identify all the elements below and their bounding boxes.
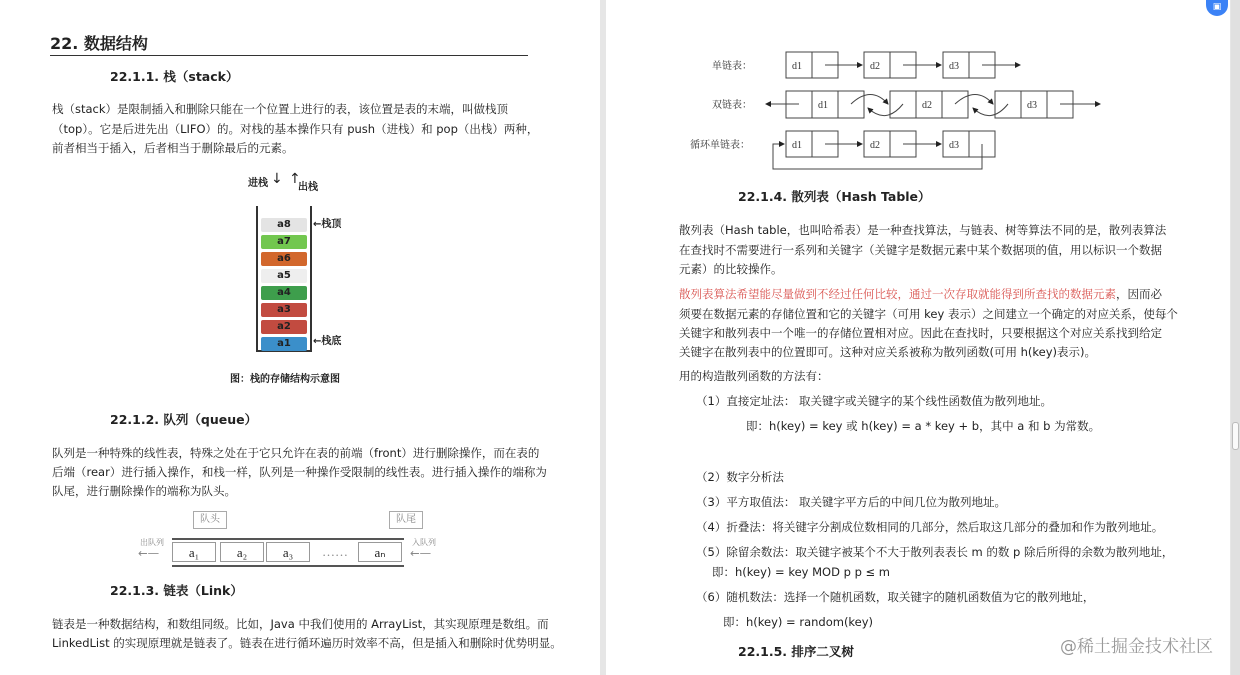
node-label: d2 — [870, 61, 880, 72]
text-line: 后端（rear）进行插入操作，和栈一样，队列是一种操作受限制的线性表。进行插入操作的端称为 — [52, 465, 547, 479]
stack-cell: a5 — [261, 269, 307, 283]
queue-cell: …… — [322, 544, 348, 559]
arrow-down-icon: ↓ — [271, 171, 283, 187]
arrow-left-icon: ←— — [138, 546, 160, 560]
scrollbar-thumb[interactable] — [1232, 422, 1239, 450]
chapter-title: 22. 数据结构 — [50, 34, 148, 53]
method-item: （4）折叠法：将关键字分割成位数相同的几部分，然后取这几部分的叠加和作为散列地址。 — [696, 520, 1164, 534]
node-label: d1 — [792, 140, 802, 151]
single-list-label: 单链表： — [712, 61, 752, 72]
circular-list-label: 循环单链表： — [690, 140, 750, 151]
section-heading: 22.1.1. 栈（stack） — [110, 69, 239, 84]
left-page — [0, 0, 600, 675]
formula: 即：h(key) = key 或 h(key) = a * key + b，其中 a 和 b 为常数。 — [746, 419, 1101, 433]
section-heading: 22.1.3. 链表（Link） — [110, 583, 243, 598]
pop-label: 出栈 — [298, 182, 318, 193]
node-label: d3 — [949, 140, 959, 151]
scrollbar[interactable] — [1231, 0, 1240, 675]
text-line: 须要在数据元素的存储位置和它的关键字（可用 key 表示）之间建立一个确定的对应关系，使每个 — [679, 307, 1178, 321]
highlight-text: 散列表算法希望能尽量做到不经过任何比较，通过一次存取就能得到所查找的数据元素 — [679, 287, 1116, 301]
node-label: d2 — [870, 140, 880, 151]
text-line — [679, 287, 1162, 301]
text-line: 队尾，进行删除操作的端称为队头。 — [52, 484, 236, 498]
method-item: （3）平方取值法： 取关键字平方后的中间几位为散列地址。 — [696, 495, 1006, 509]
stack-cell: a1 — [261, 337, 307, 351]
double-list-label: 双链表： — [712, 100, 752, 111]
text-line: LinkedList 的实现原理就是链表了。链表在进行循环遍历时效率不高，但是插入和删除时优势明显。 — [52, 636, 562, 650]
node-label: d1 — [818, 100, 828, 111]
section-heading: 22.1.2. 队列（queue） — [110, 412, 258, 427]
text-line: 关键字和散列表中一个唯一的存储位置相对应。因此在查找时，只要根据这个对应关系找到给定 — [679, 326, 1162, 340]
queue-head-label: 队头 — [193, 511, 227, 529]
stack-bottom-label: ←栈底 — [313, 336, 342, 347]
text-line: 元素）的比较操作。 — [679, 262, 783, 276]
method-item: （1）直接定址法： 取关键字或关键字的某个线性函数值为散列地址。 — [696, 394, 1052, 408]
node-label: d3 — [949, 61, 959, 72]
right-page — [606, 0, 1230, 675]
push-label: 进栈 — [248, 178, 268, 189]
text-line: 用的构造散列函数的方法有： — [679, 369, 829, 383]
node-label: d3 — [1027, 100, 1037, 111]
text-line: 关键字在散列表中的位置即可。这种对应关系被称为散列函数(可用 h(key)表示)。 — [679, 345, 1097, 359]
queue-cell: a₁ — [172, 542, 216, 562]
stack-cell: a6 — [261, 252, 307, 266]
text-line: 前者相当于插入，后者相当于删除最后的元素。 — [52, 141, 294, 155]
figure-caption: 图：栈的存储结构示意图 — [230, 374, 340, 385]
queue-cell: a₂ — [220, 542, 264, 562]
method-item: （5）除留余数法：取关键字被某个不大于散列表表长 m 的数 p 除后所得的余数为散列地址， — [696, 545, 1174, 559]
stack-cell: a3 — [261, 303, 307, 317]
stack-cell: a8 — [261, 218, 307, 232]
arrow-left-icon: ←— — [410, 546, 432, 560]
arrow-up-icon: ↑ — [289, 171, 301, 187]
section-heading: 22.1.4. 散列表（Hash Table） — [738, 189, 931, 204]
text-line: 链表是一种数据结构，和数组同级。比如，Java 中我们使用的 ArrayList，其实现原理是数组。而 — [52, 617, 549, 631]
text-line: 在查找时不需要进行一系列和关键字（关键字是数据元素中某个数据项的值，用以标识一个数据 — [679, 243, 1162, 257]
method-item: （6）随机数法：选择一个随机函数，取关键字的随机函数值为它的散列地址， — [696, 590, 1095, 604]
formula: 即：h(key) = key MOD p p ≤ m — [712, 565, 891, 579]
text-line: （top）。它是后进先出（LIFO）的。对栈的基本操作只有 push（进栈）和 pop（出栈）两种， — [52, 122, 539, 136]
queue-cell: a₃ — [266, 542, 310, 562]
stack-top-label: ←栈顶 — [313, 219, 342, 230]
stack-cell: a7 — [261, 235, 307, 249]
queue-cell: aₙ — [358, 542, 402, 562]
text-line: 散列表（Hash table，也叫哈希表）是一种查找算法，与链表、树等算法不同的是，散列表算法 — [679, 223, 1167, 237]
text-line: 队列是一种特殊的线性表，特殊之处在于它只允许在表的前端（front）进行删除操作，而在表的 — [52, 446, 540, 460]
section-heading: 22.1.5. 排序二叉树 — [738, 644, 854, 659]
node-label: d1 — [792, 61, 802, 72]
divider — [50, 55, 528, 56]
text-span: ，因而必 — [1116, 287, 1162, 301]
queue-tail-label: 队尾 — [389, 511, 423, 529]
linked-list-figure — [606, 0, 1230, 180]
watermark: @稀土掘金技术社区 — [1060, 637, 1213, 657]
stack-container — [256, 206, 312, 352]
stack-cell: a4 — [261, 286, 307, 300]
enqueue-label: 入队列 — [412, 538, 436, 547]
dequeue-label: 出队列 — [140, 538, 164, 547]
method-item: （2）数字分析法 — [696, 470, 784, 484]
node-label: d2 — [922, 100, 932, 111]
text-line: 栈（stack）是限制插入和删除只能在一个位置上进行的表，该位置是表的末端，叫做栈顶 — [52, 102, 509, 116]
formula: 即：h(key) = random(key) — [723, 615, 874, 629]
stack-cell: a2 — [261, 320, 307, 334]
feedback-icon[interactable]: ▣ — [1206, 0, 1228, 16]
